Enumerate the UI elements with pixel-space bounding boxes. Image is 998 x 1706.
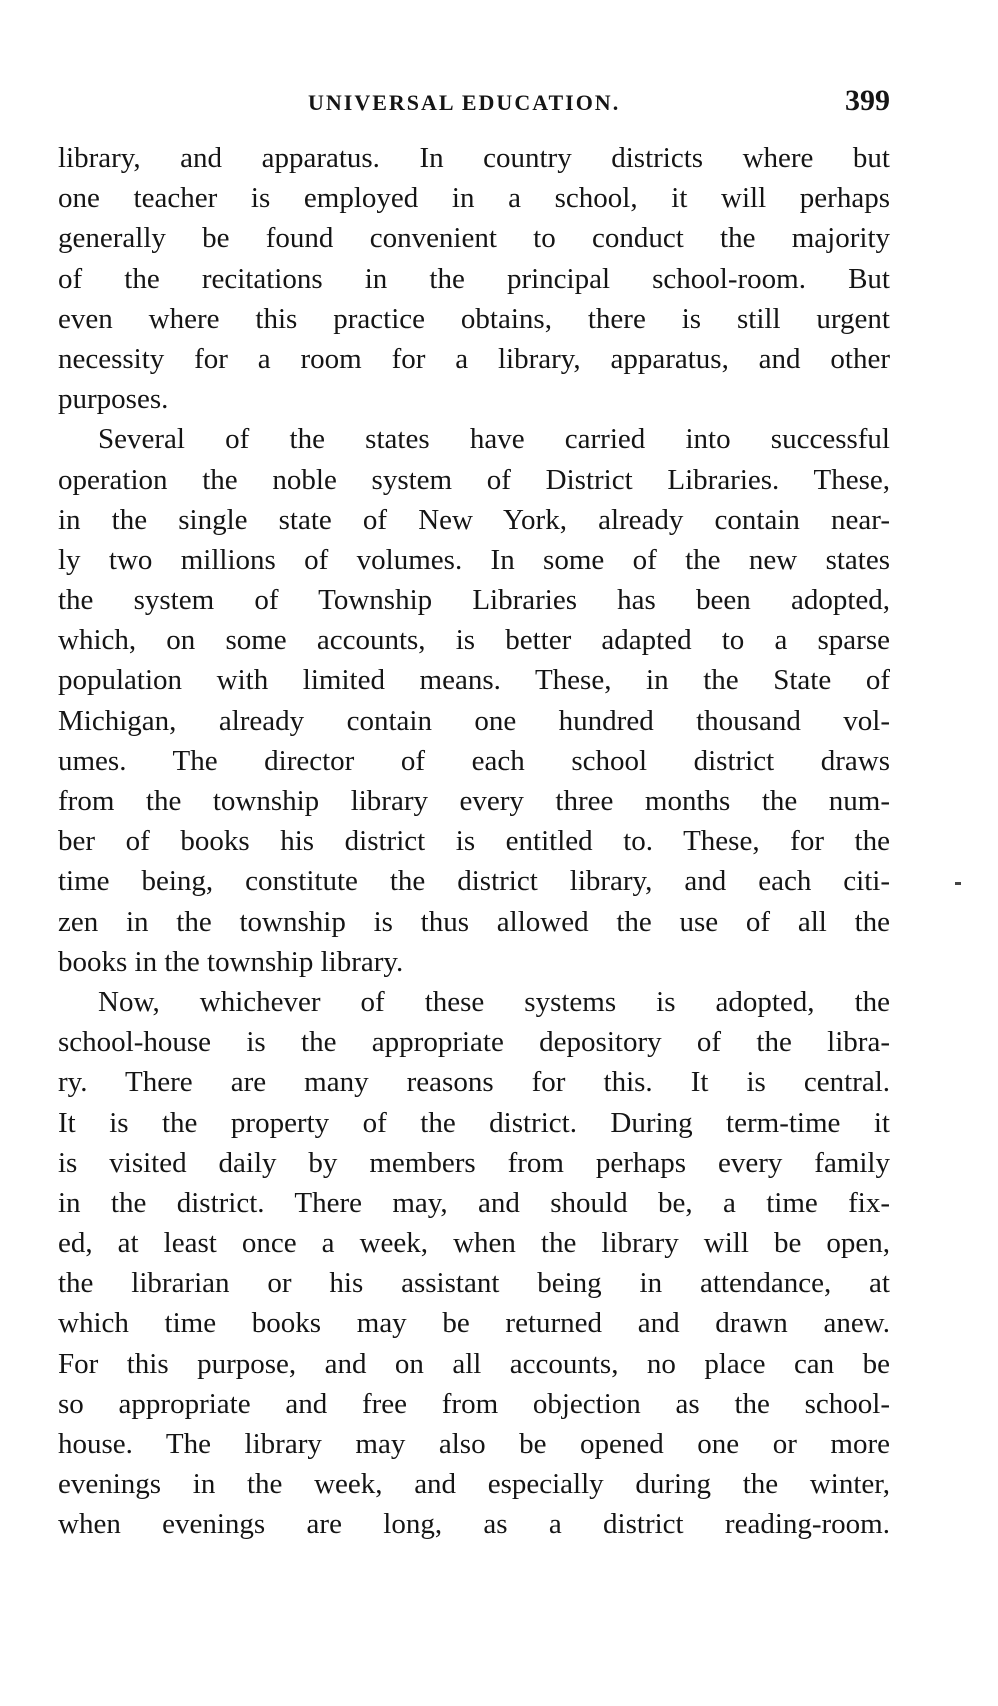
text-line: generally be found convenient to conduct the majority	[58, 222, 890, 255]
text-line: ry. There are many reasons for this. It is central.	[58, 1066, 890, 1099]
text-line: Michigan, already contain one hundred thousand vol-	[58, 704, 890, 737]
text-line: from the township library every three months the num-	[58, 785, 890, 817]
text-line: evenings in the week, and especially during the winter,	[58, 1468, 890, 1501]
text-line: of the recitations in the principal school-room. But	[58, 262, 890, 295]
paragraph-2	[58, 419, 890, 982]
text-line: ber of books his district is entitled to. These, for the	[58, 825, 890, 858]
text-line: one teacher is employed in a school, it will perhaps	[58, 182, 890, 215]
text-line: zen in the township is thus allowed the use of all the	[58, 905, 890, 938]
margin-speck	[955, 882, 961, 885]
text-line: house. The library may also be opened one or more	[58, 1428, 890, 1460]
text-line: Now, whichever of these systems is adopted, the	[98, 985, 890, 1018]
text-line: when evenings are long, as a district reading-room.	[58, 1508, 890, 1541]
text-line: school-house is the appropriate depository of the libra-	[58, 1026, 890, 1059]
running-head	[58, 84, 890, 124]
text-line: population with limited means. These, in the State of	[58, 664, 890, 697]
header-title: UNIVERSAL EDUCATION.	[308, 90, 621, 115]
text-line: in the single state of New York, already contain near-	[58, 503, 890, 536]
paragraph-1	[58, 138, 890, 419]
text-line: umes. The director of each school district draws	[58, 744, 890, 777]
page-number: 399	[845, 84, 890, 117]
text-line: time being, constitute the district library, and each citi-	[58, 865, 890, 898]
body-text	[58, 138, 890, 1545]
text-line: which time books may be returned and drawn anew.	[58, 1307, 890, 1340]
text-line: the librarian or his assistant being in attendance, at	[58, 1267, 890, 1300]
text-line: operation the noble system of District Libraries. These,	[58, 463, 890, 496]
text-line: ed, at least once a week, when the library will be open,	[58, 1227, 890, 1260]
text-line: Several of the states have carried into successful	[98, 423, 890, 456]
text-line: so appropriate and free from objection as the school-	[58, 1387, 890, 1420]
text-line: which, on some accounts, is better adapted to a sparse	[58, 624, 890, 657]
text-line: is visited daily by members from perhaps every family	[58, 1146, 890, 1179]
text-line: It is the property of the district. During term-time it	[58, 1106, 890, 1139]
text-line: in the district. There may, and should be, a time fix-	[58, 1186, 890, 1219]
text-line: purposes.	[58, 383, 169, 416]
paragraph-3	[58, 982, 890, 1545]
text-line: even where this practice obtains, there is still urgent	[58, 302, 890, 335]
text-line: the system of Township Libraries has been adopted,	[58, 584, 890, 617]
text-line: For this purpose, and on all accounts, no place can be	[58, 1347, 890, 1380]
text-line: ly two millions of volumes. In some of the new states	[58, 543, 890, 576]
text-line: necessity for a room for a library, apparatus, and other	[58, 342, 890, 375]
text-line: library, and apparatus. In country districts where but	[58, 142, 890, 174]
text-line: books in the township library.	[58, 945, 404, 978]
